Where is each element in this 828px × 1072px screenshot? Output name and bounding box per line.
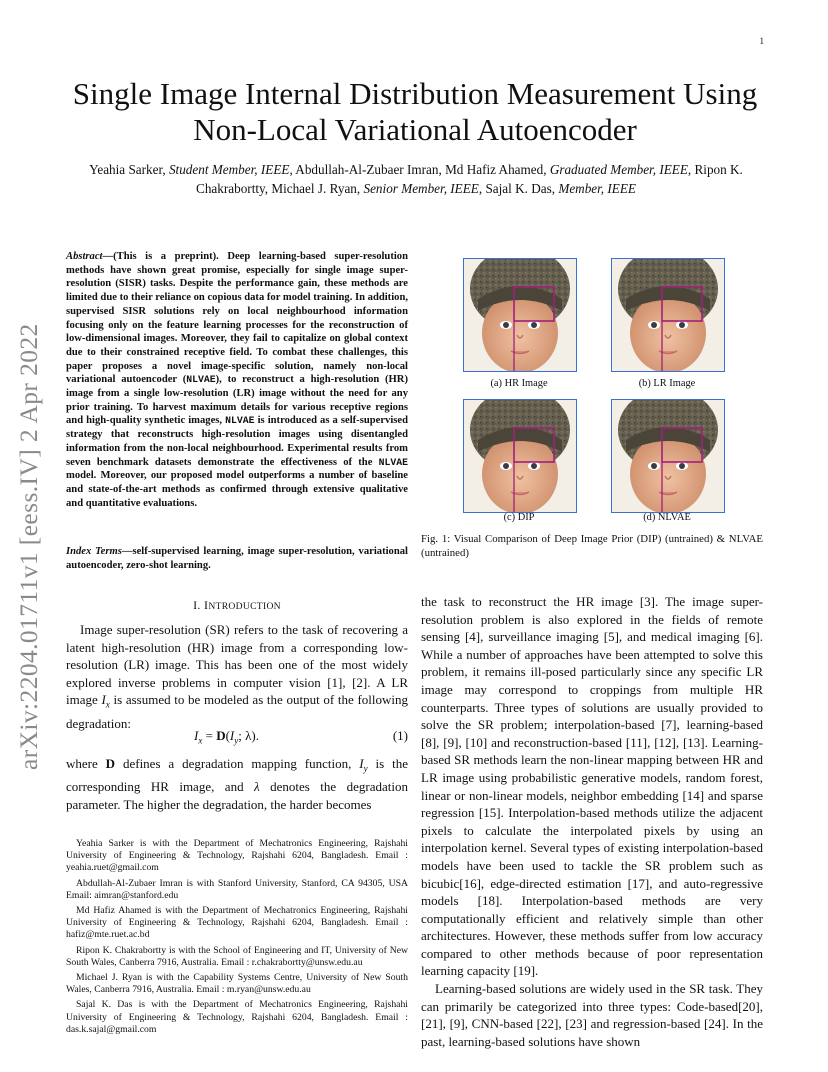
- figure-caption: Fig. 1: Visual Comparison of Deep Image Prior (DIP) (untrained) & NLVAE (untrained): [421, 533, 763, 559]
- author-role: Student Member, IEEE: [168, 162, 290, 177]
- math-op: ; λ).: [238, 728, 260, 743]
- section-title-rest: NTRODUCTION: [208, 601, 281, 612]
- math-var: I: [101, 692, 106, 708]
- math-var: I: [229, 728, 235, 743]
- subcaption-d: (d) NLVAE: [643, 512, 691, 523]
- equation-1: [66, 728, 408, 748]
- subcaption-b: (b) LR Image: [638, 378, 696, 389]
- author-text: , Ripon K. Chakrabortty, Michael J. Ryan,: [196, 162, 743, 196]
- footnote: Michael J. Ryan is with the Capability Systems Centre, University of New South Wales, Canberra 7916, Australia. Email : m.ryan@unsw.edu.au: [66, 972, 408, 996]
- math-var: I: [194, 728, 199, 743]
- baby-face-image: [612, 259, 724, 371]
- author-text: , Sajal K. Das,: [478, 181, 556, 196]
- index-terms: [66, 545, 408, 572]
- arxiv-watermark: arXiv:2204.01711v1 [eess.IV] 2 Apr 2022: [14, 323, 43, 770]
- footnote: Yeahia Sarker is with the Department of Mechatronics Engineering, Rajshahi University of Engineering & Technology, Rajshahi 6204, Bangladesh. Email : yeahia.ruet@gmail.com: [66, 838, 408, 874]
- index-terms-text: —self-supervised learning, image super-resolution, variational autoencoder, zero-shot learning.: [66, 546, 408, 571]
- subcaption-c: (c) DIP: [503, 512, 535, 523]
- model-name: NLVAE: [186, 374, 216, 386]
- abstract-label: Abstract: [66, 251, 103, 262]
- author-role: Member, IEEE: [558, 181, 636, 196]
- author-role: Senior Member, IEEE: [363, 181, 479, 196]
- author-text: Yeahia Sarker,: [89, 162, 166, 177]
- body-paragraph: Learning-based solutions are widely used in the SR task. They can primarily be categorized into three types: Code-based[20], [21], [9], CNN-based [22], [23] and regression-based [24]. In the past, learning-based solutions have shown: [421, 981, 763, 1049]
- math-sub: x: [105, 699, 110, 710]
- lr-image-panel: [611, 258, 725, 372]
- intro-paragraph-1: [66, 621, 408, 732]
- math-var: λ: [254, 779, 260, 795]
- section-number: I.: [193, 598, 201, 612]
- baby-face-image: [612, 400, 724, 512]
- intro-right-column: [421, 593, 763, 1050]
- hr-image-panel: [463, 258, 577, 372]
- section-heading: [66, 598, 408, 613]
- dip-image-panel: [463, 399, 577, 513]
- section-title-initial: I: [204, 598, 209, 612]
- equation-number: (1): [392, 728, 408, 743]
- paper-title: Single Image Internal Distribution Measurement Using Non-Local Variational Autoencoder: [72, 76, 758, 147]
- body-paragraph: the task to reconstruct the HR image [3]. The image super-resolution problem is also explored in the fields of remote sensing [4], surveillance imaging [5], and medical imaging [6]. While a number of approaches have been attempted to solve this problem, it remains ill-posed particularly since any specific LR image may correspond to croppings from multiple HR counterparts. Three types of solutions are usually provided to solve the SR problem; interpolation-based [7], learning-based [8], [9], [10] and reconstruction-based [11], [12], [13]. Learning-based SR methods learn the non-linear mapping between HR and LR image using probabilistic generative models, random forest, linear or non-linear models, neighbor embedding [14] and sparse regression [15]. Interpolation-based methods utilize the adjacent pixels to calculate the interpolated pixels by using an interpolation kernel. Several types of existing interpolation-based models have been used to tackle the SR problem such as bicubic[16], edge-directed estimation [17], and auto-regressive models [18]. Interpolation-based methods are very computationally efficient and relatively simple than other architectures. However, these methods suffer from low accuracy compared to other methods because of poor representation learning capacity [19].: [421, 594, 763, 979]
- page-number: 1: [759, 36, 764, 46]
- baby-face-image: [464, 259, 576, 371]
- abstract-text: —(This is a preprint). Deep learning-based super-resolution methods have shown great promise, especially for single image super-resolution (SISR) tasks. Despite the performance gain, these methods are limited due to their reliance on copious data for model training. In addition, supervised SISR solutions rely on local neighbourhood information focusing only on the feature learning processes for the reconstruction of low-dimensional images. Moreover, they fail to capitalize on global context due to their constrained receptive field. To combat these challenges, this paper proposes a novel image-specific solution, namely non-local variational autoencoder (: [66, 251, 408, 386]
- body-text: is assumed to be modeled as the output of the following degradation:: [66, 692, 409, 731]
- math-op: =: [202, 728, 217, 743]
- nlvae-image-panel: [611, 399, 725, 513]
- abstract-text: ), to reconstruct a high-resolution (HR) image from a single low-resolution (LR) image without the need for any prior training. To harvest maximum details for various receptive regions and high-quality synthetic images,: [66, 374, 408, 427]
- body-text: is the corresponding HR image, and: [66, 756, 408, 795]
- author-role: Graduated Member, IEEE: [549, 162, 688, 177]
- abstract-text: is introduced as a self-supervised strategy that reconstructs high-resolution images using disentangled information from the non-local neighbourhood. Experimental results from seven benchmark datasets demonstrate the effectiveness of the: [66, 415, 408, 468]
- footnote: Sajal K. Das is with the Department of Mechatronics Engineering, Rajshahi University of Engineering & Technology, Rajshahi 6204, Bangladesh. Email : das.k.sajal@gmail.com: [66, 999, 408, 1035]
- footnote: Ripon K. Chakrabortty is with the School of Engineering and IT, University of New South Wales, Canberra 7916, Australia. Email : r.chakrabortty@unsw.edu.au: [66, 944, 408, 968]
- index-terms-label: Index Terms: [66, 546, 122, 557]
- subcaption-a: (a) HR Image: [490, 378, 548, 389]
- math-func: D: [216, 728, 226, 743]
- body-text: where: [66, 756, 106, 771]
- intro-paragraph-2: [66, 755, 408, 813]
- model-name: NLVAE: [225, 415, 255, 427]
- math-sub: y: [363, 763, 368, 774]
- footnote: Md Hafiz Ahamed is with the Department of Mechatronics Engineering, Rajshahi University of Engineering & Technology, Rajshahi 6204, Bangladesh. Email : hafiz@mte.ruet.ac.bd: [66, 905, 408, 941]
- math-sub: x: [198, 735, 203, 746]
- math-var: I: [359, 756, 364, 771]
- baby-face-image: [464, 400, 576, 512]
- math-op: (: [225, 728, 230, 743]
- figure-1: [421, 258, 763, 558]
- body-text: defines a degradation mapping function,: [115, 756, 360, 771]
- equation-expression: [194, 728, 259, 746]
- author-text: , Abdullah-Al-Zubaer Imran, Md Hafiz Ahamed,: [289, 162, 547, 177]
- footnote: Abdullah-Al-Zubaer Imran is with Stanford University, Stanford, CA 94305, USA Email: aimran@stanford.edu: [66, 877, 408, 901]
- abstract-text: model. Moreover, our proposed model outperforms a number of baseline and state-of-the-art methods as confirmed through extensive qualitative and quantitative evaluations.: [66, 470, 408, 509]
- author-footnotes: [66, 838, 408, 1039]
- body-text: denotes the degradation parameter. The higher the degradation, the harder becomes: [66, 779, 408, 812]
- author-list: [64, 160, 768, 198]
- math-func: D: [105, 756, 116, 771]
- body-text: Image super-resolution (SR) refers to the task of recovering a latent high-resolution (HR) image from a corresponding low-resolution (LR) image. This has been one of the most widely explored inverse problems in computer vision [1], [2]. A LR image: [66, 622, 408, 708]
- math-sub: y: [234, 735, 239, 746]
- model-name: NLVAE: [378, 456, 408, 468]
- abstract: [66, 250, 408, 510]
